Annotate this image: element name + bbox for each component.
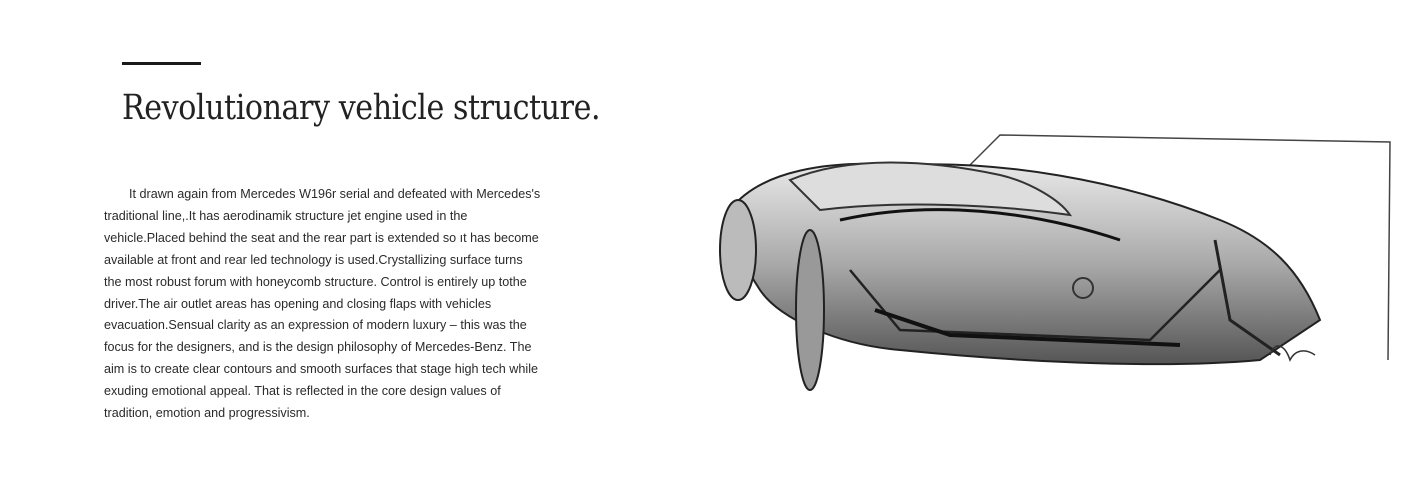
- paragraph-line: driver.The air outlet areas has opening and closing flaps with vehicles: [104, 296, 492, 311]
- page-title: Revolutionary vehicle structure.: [122, 88, 601, 128]
- description-paragraph: [104, 184, 564, 425]
- paragraph-line: It drawn again from Mercedes W196r serial and defeated with Mercedes's: [129, 187, 541, 201]
- paragraph-line: exuding emotional appeal. That is reflected in the core design values of: [104, 384, 501, 399]
- car-sketch-illustration: [700, 120, 1400, 410]
- paragraph-line: evacuation.Sensual clarity as an expression of modern luxury – this was the: [104, 318, 527, 333]
- heading-accent-rule: [122, 62, 201, 65]
- paragraph-line: vehicle.Placed behind the seat and the rear part is extended so ıt has become: [104, 230, 539, 245]
- paragraph-line: traditional line,.It has aerodinamik structure jet engine used in the: [104, 208, 468, 223]
- paragraph-line: focus for the designers, and is the design philosophy of Mercedes-Benz. The: [104, 340, 532, 355]
- paragraph-line: the most robust forum with honeycomb structure. Control is entirely up tothe: [104, 274, 527, 289]
- paragraph-line: aim is to create clear contours and smooth surfaces that stage high tech while: [104, 362, 539, 377]
- paragraph-line: tradition, emotion and progressivism.: [104, 406, 310, 421]
- paragraph-line: available at front and rear led technology is used.Crystallizing surface turns: [104, 252, 523, 267]
